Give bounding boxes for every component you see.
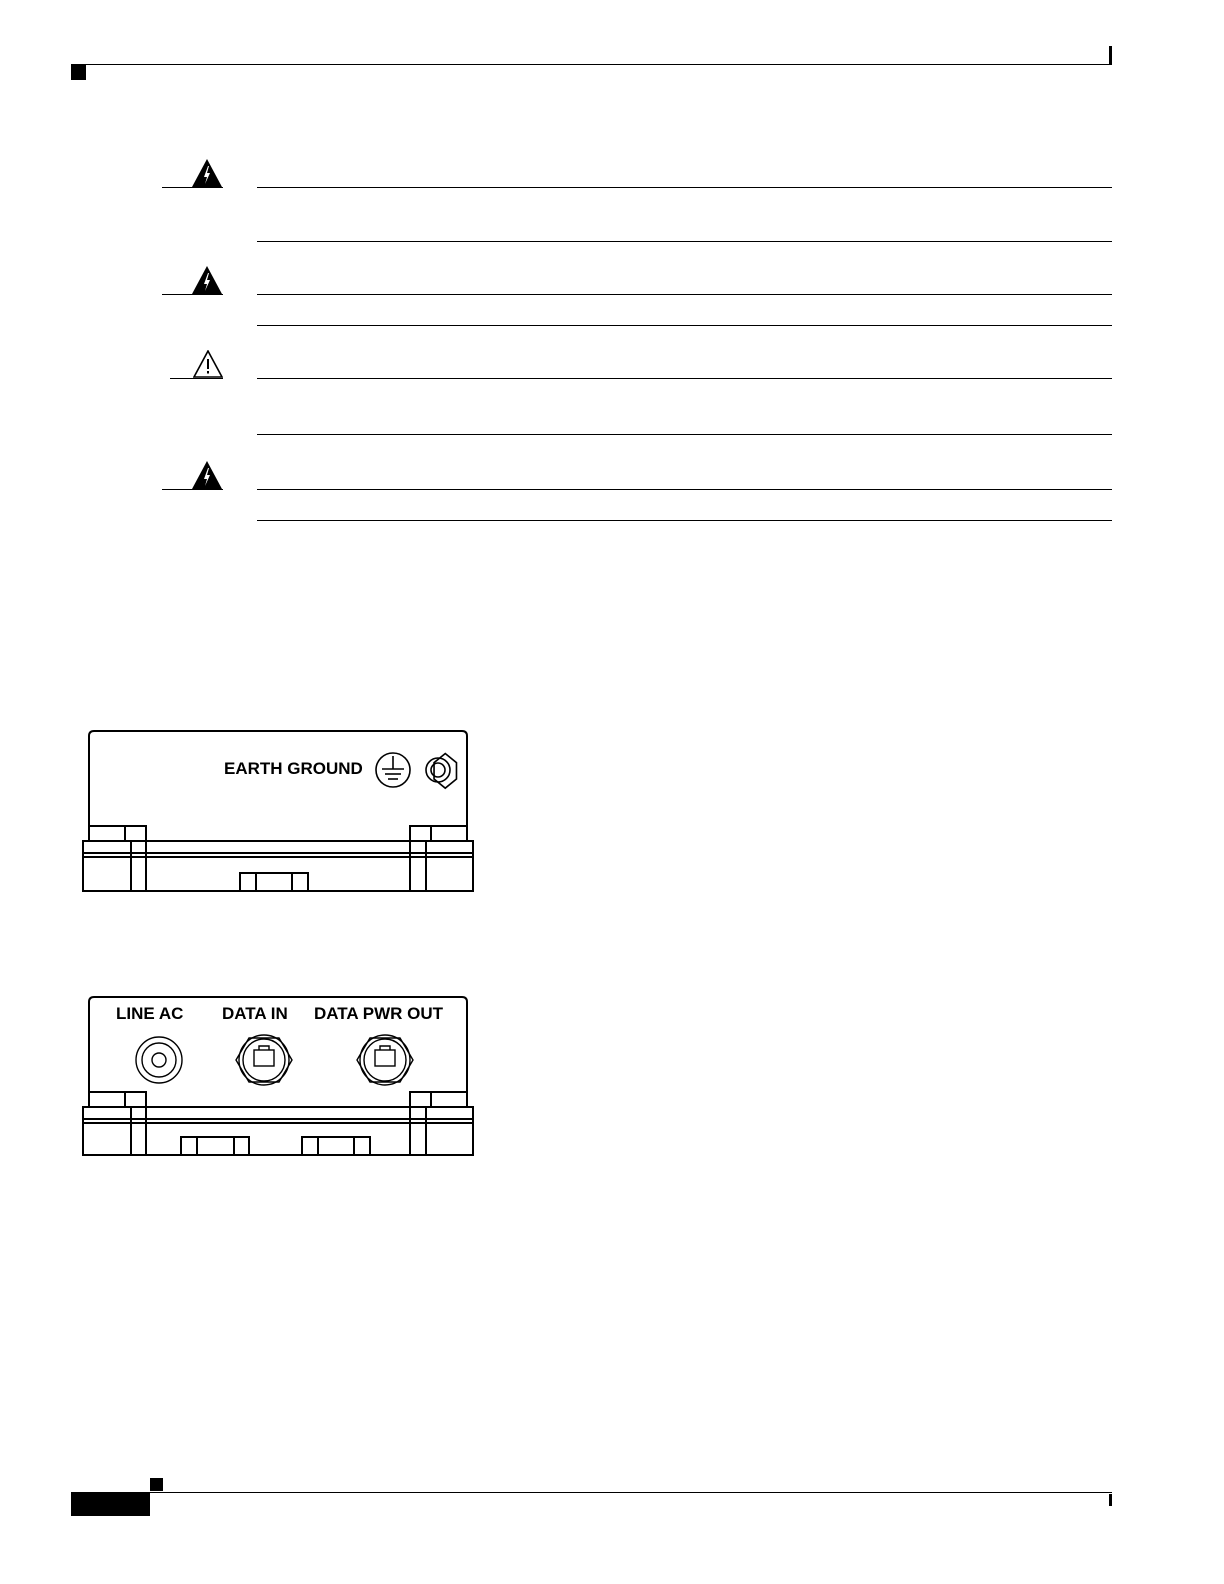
warning-bottom-rule <box>257 241 1112 242</box>
footer-page-tab <box>71 1492 150 1516</box>
ground-lug-icon <box>426 754 456 789</box>
connector-panel-figure <box>80 994 476 1160</box>
header-marker <box>71 65 86 80</box>
warning-bottom-rule <box>257 325 1112 326</box>
caution-underline <box>170 378 223 379</box>
footer-marker <box>150 1478 163 1491</box>
earth-ground-label: EARTH GROUND <box>224 759 363 778</box>
header-tick <box>1109 46 1112 64</box>
high-voltage-warning-icon <box>191 460 223 490</box>
earth-ground-panel-figure <box>80 728 476 896</box>
footer-tick <box>1109 1494 1112 1506</box>
data-in-label: DATA IN <box>222 1004 288 1023</box>
footer-rule <box>150 1492 1112 1493</box>
caution-top-rule <box>257 378 1112 379</box>
earth-ground-icon <box>376 753 410 787</box>
high-voltage-warning-icon <box>191 158 223 188</box>
data-pwr-out-connector-icon <box>357 1035 413 1085</box>
warning-top-rule <box>257 187 1112 188</box>
line-ac-connector-icon <box>136 1037 182 1083</box>
warning-top-rule <box>257 294 1112 295</box>
data-in-connector-icon <box>236 1035 292 1085</box>
line-ac-label: LINE AC <box>116 1004 184 1023</box>
warning-underline <box>162 489 223 490</box>
warning-top-rule <box>257 489 1112 490</box>
warning-underline <box>162 187 223 188</box>
high-voltage-warning-icon <box>191 265 223 295</box>
warning-underline <box>162 294 223 295</box>
warning-bottom-rule <box>257 520 1112 521</box>
caution-bottom-rule <box>257 434 1112 435</box>
caution-icon <box>193 350 223 378</box>
data-pwr-out-label: DATA PWR OUT <box>314 1004 444 1023</box>
header-rule <box>71 64 1112 65</box>
